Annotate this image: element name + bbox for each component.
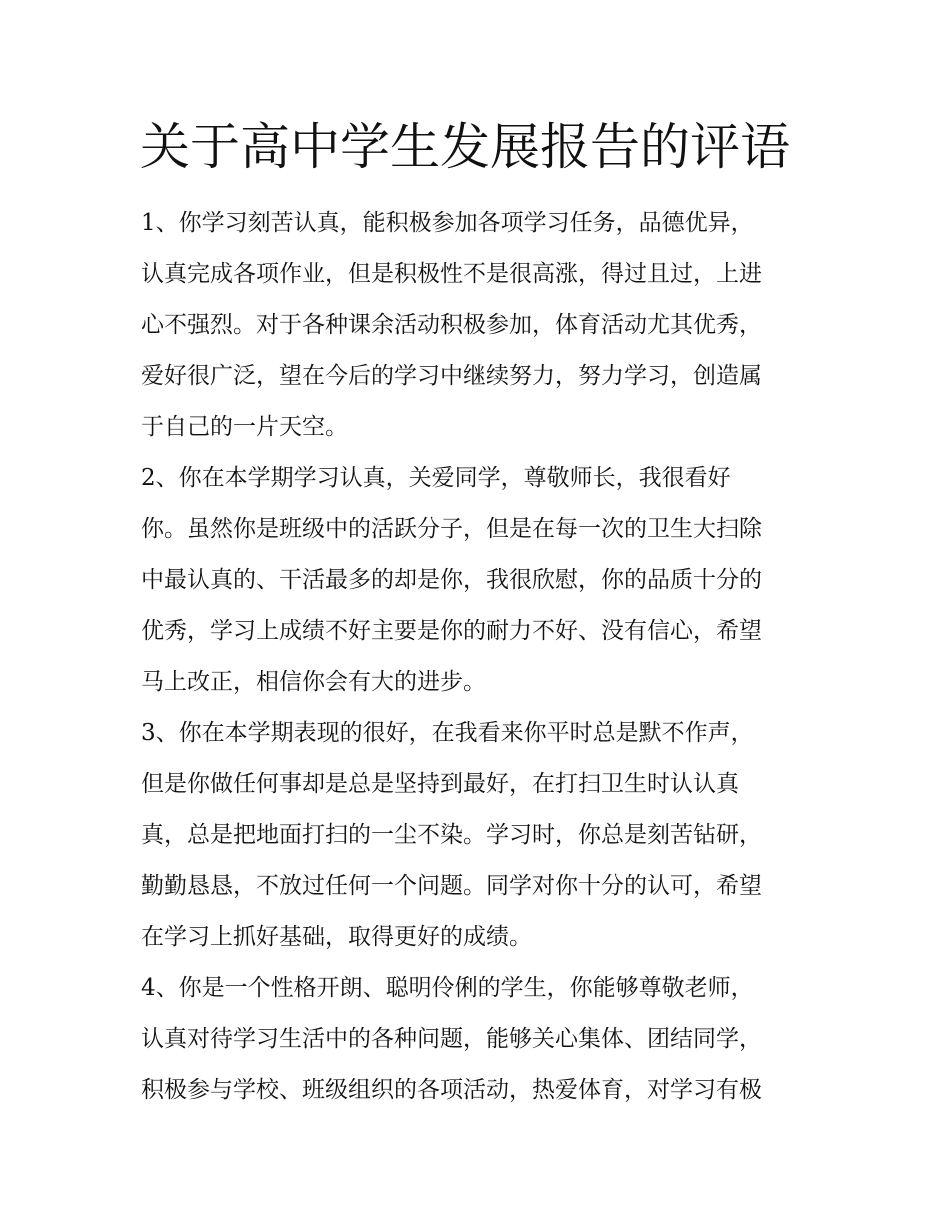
body-line: 2、你在本学期学习认真，关爱同学，尊敬师长，我很看好	[141, 465, 731, 491]
body-line: 勤勤恳恳，不放过任何一个问题。同学对你十分的认可，希望	[141, 873, 762, 899]
body-line: 在学习上抓好基础，取得更好的成绩。	[141, 924, 532, 950]
document-body	[141, 198, 816, 1116]
body-line: 1、你学习刻苦认真，能积极参加各项学习任务，品德优异，	[141, 210, 754, 236]
body-line: 优秀，学习上成绩不好主要是你的耐力不好、没有信心，希望	[141, 618, 762, 644]
body-line: 3、你在本学期表现的很好，在我看来你平时总是默不作声，	[141, 720, 754, 746]
body-line: 于自己的一片天空。	[141, 414, 348, 440]
body-line: 中最认真的、干活最多的却是你，我很欣慰，你的品质十分的	[141, 567, 762, 593]
body-line: 但是你做任何事却是总是坚持到最好，在打扫卫生时认认真	[141, 771, 739, 797]
document-title: 关于高中学生发展报告的评语	[140, 118, 790, 176]
body-line: 爱好很广泛，望在今后的学习中继续努力，努力学习，创造属	[141, 363, 762, 389]
body-line: 4、你是一个性格开朗、聪明伶俐的学生，你能够尊敬老师，	[141, 975, 754, 1001]
body-line: 你。虽然你是班级中的活跃分子，但是在每一次的卫生大扫除	[141, 516, 762, 542]
body-line: 认真完成各项作业，但是积极性不是很高涨，得过且过，上进	[141, 261, 762, 287]
body-line: 心不强烈。对于各种课余活动积极参加，体育活动尤其优秀，	[141, 312, 762, 338]
body-line: 真，总是把地面打扫的一尘不染。学习时，你总是刻苦钻研，	[141, 822, 762, 848]
body-line: 认真对待学习生活中的各种问题，能够关心集体、团结同学，	[141, 1026, 762, 1052]
body-line: 马上改正，相信你会有大的进步。	[141, 669, 486, 695]
body-line: 积极参与学校、班级组织的各项活动，热爱体育，对学习有极	[141, 1077, 762, 1103]
